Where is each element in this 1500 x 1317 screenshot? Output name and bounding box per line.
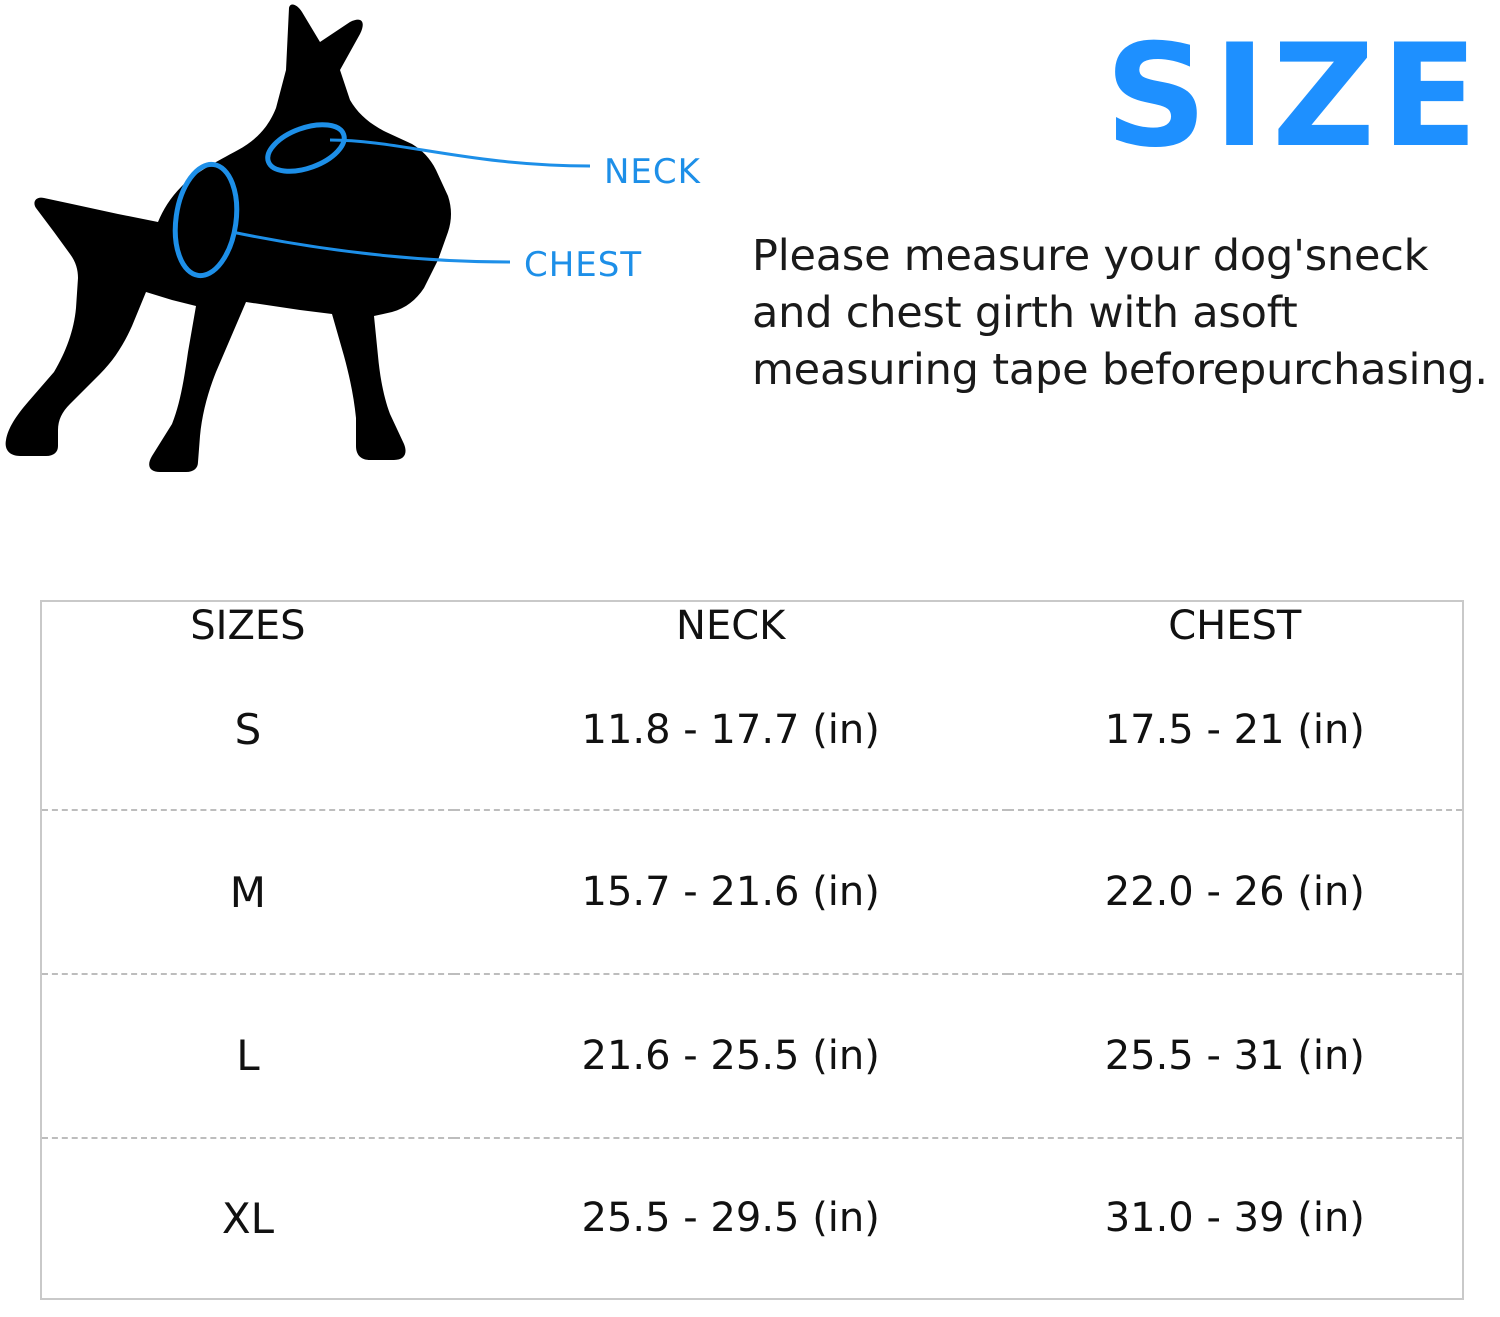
cell-chest: 17.5 - 21 (in) bbox=[1104, 706, 1365, 753]
cell-neck: 15.7 - 21.6 (in) bbox=[454, 810, 1008, 974]
measure-instructions: Please measure your dog'sneck and chest girth with asoft measuring tape beforepurchasing. bbox=[752, 231, 1488, 395]
cell-neck: 11.8 - 17.7 (in) bbox=[581, 706, 880, 753]
cell-chest: 31.0 - 39 (in) bbox=[1008, 1138, 1462, 1298]
neck-callout-label: NECK bbox=[604, 152, 701, 192]
cell-neck: 21.6 - 25.5 (in) bbox=[454, 974, 1008, 1138]
cell-chest: 22.0 - 26 (in) bbox=[1008, 810, 1462, 974]
cell-size: L bbox=[42, 974, 454, 1138]
column-header-neck: NECK bbox=[676, 603, 786, 649]
size-chart-table bbox=[42, 602, 1462, 1298]
table-header-row bbox=[42, 602, 1462, 650]
cell-size: M bbox=[42, 810, 454, 974]
chest-callout-label: CHEST bbox=[524, 245, 643, 285]
size-chart-table-container bbox=[40, 600, 1464, 1300]
column-header-sizes: SIZES bbox=[190, 603, 306, 649]
cell-chest: 25.5 - 31 (in) bbox=[1008, 974, 1462, 1138]
table-row bbox=[42, 974, 1462, 1138]
size-guide-header bbox=[0, 0, 1500, 580]
page-title: SIZE bbox=[1104, 14, 1484, 179]
cell-size: S bbox=[234, 705, 262, 755]
cell-size: XL bbox=[42, 1138, 454, 1298]
dog-silhouette-shape bbox=[6, 5, 451, 472]
column-header-chest: CHEST bbox=[1168, 603, 1302, 649]
table-row bbox=[42, 810, 1462, 974]
cell-neck: 25.5 - 29.5 (in) bbox=[454, 1138, 1008, 1298]
table-row bbox=[42, 650, 1462, 810]
table-row bbox=[42, 1138, 1462, 1298]
